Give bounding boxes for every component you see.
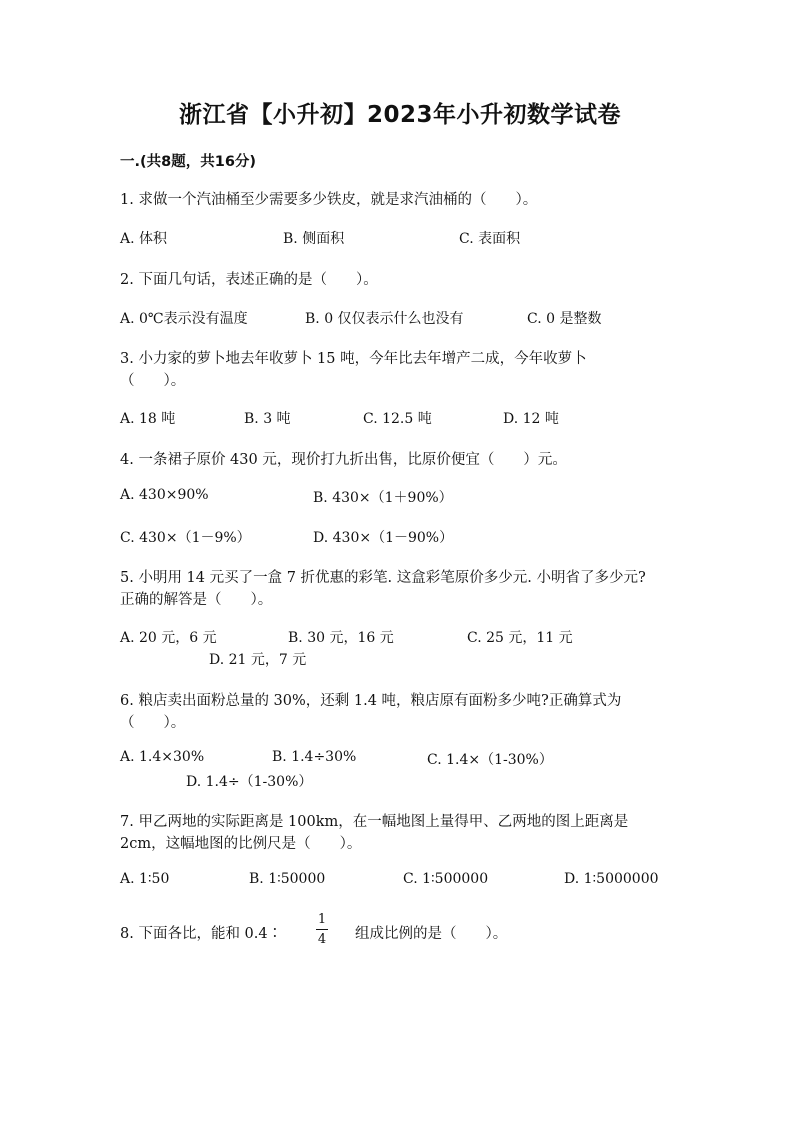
- q1-option-a: A. 体积: [120, 231, 168, 247]
- question-2: 2. 下面几句话，表述正确的是（ ）。: [120, 272, 378, 288]
- q4-option-c: C. 430×（1－9%）: [120, 530, 251, 546]
- question-6-line-2: （ ）。: [120, 715, 186, 731]
- fraction-bar: [316, 929, 328, 930]
- q7-option-c: C. 1∶500000: [403, 871, 489, 887]
- q3-option-c: C. 12.5 吨: [363, 411, 432, 427]
- q5-option-c: C. 25 元，11 元: [467, 630, 573, 646]
- fraction-one-quarter: [311, 912, 333, 947]
- question-5-line-1: 5. 小明用 14 元买了一盒 7 折优惠的彩笔. 这盒彩笔原价多少元. 小明省了多少元?: [120, 570, 646, 586]
- question-8-prefix: 8. 下面各比，能和 0.4∶: [120, 926, 283, 942]
- q1-option-b: B. 侧面积: [283, 231, 345, 247]
- q5-option-b: B. 30 元，16 元: [288, 630, 394, 646]
- question-8-suffix: 组成比例的是（ ）。: [355, 926, 508, 942]
- q4-option-b: B. 430×（1＋90%）: [313, 490, 453, 506]
- q4-option-a: A. 430×90%: [120, 487, 209, 503]
- q3-option-a: A. 18 吨: [120, 411, 176, 427]
- q2-option-c: C. 0 是整数: [527, 311, 602, 327]
- q7-option-a: A. 1∶50: [120, 871, 170, 887]
- question-1: 1. 求做一个汽油桶至少需要多少铁皮，就是求汽油桶的（ ）。: [120, 192, 538, 208]
- q3-option-b: B. 3 吨: [244, 411, 291, 427]
- q6-option-b: B. 1.4÷30%: [272, 749, 357, 765]
- question-3-line-2: （ ）。: [120, 373, 186, 389]
- q2-option-b: B. 0 仅仅表示什么也没有: [305, 311, 464, 327]
- q5-option-d: D. 21 元，7 元: [209, 652, 307, 668]
- q6-option-c: C. 1.4×（1-30%）: [427, 752, 553, 768]
- section-heading: 一.(共8题，共16分): [120, 154, 257, 170]
- q1-option-c: C. 表面积: [459, 231, 521, 247]
- q6-option-a: A. 1.4×30%: [120, 749, 205, 765]
- question-4: 4. 一条裙子原价 430 元，现价打九折出售，比原价便宜（ ）元。: [120, 452, 567, 468]
- question-7-line-1: 7. 甲乙两地的实际距离是 100km，在一幅地图上量得甲、乙两地的图上距离是: [120, 814, 629, 830]
- q4-option-d: D. 430×（1－90%）: [313, 530, 454, 546]
- page-title: 浙江省【小升初】2023年小升初数学试卷: [178, 102, 621, 128]
- q7-option-d: D. 1∶5000000: [564, 871, 659, 887]
- fraction-denominator: 4: [317, 932, 327, 947]
- question-6-line-1: 6. 粮店卖出面粉总量的 30%，还剩 1.4 吨，粮店原有面粉多少吨?正确算式为: [120, 693, 622, 709]
- question-3-line-1: 3. 小力家的萝卜地去年收萝卜 15 吨，今年比去年增产二成，今年收萝卜: [120, 351, 587, 367]
- fraction-numerator: 1: [317, 912, 327, 927]
- q6-option-d: D. 1.4÷（1-30%）: [186, 774, 313, 790]
- q2-option-a: A. 0℃表示没有温度: [120, 311, 248, 327]
- q7-option-b: B. 1∶50000: [249, 871, 326, 887]
- question-7-line-2: 2cm，这幅地图的比例尺是（ ）。: [120, 836, 362, 852]
- question-5-line-2: 正确的解答是（ ）。: [120, 592, 273, 608]
- q3-option-d: D. 12 吨: [503, 411, 559, 427]
- q5-option-a: A. 20 元，6 元: [120, 630, 217, 646]
